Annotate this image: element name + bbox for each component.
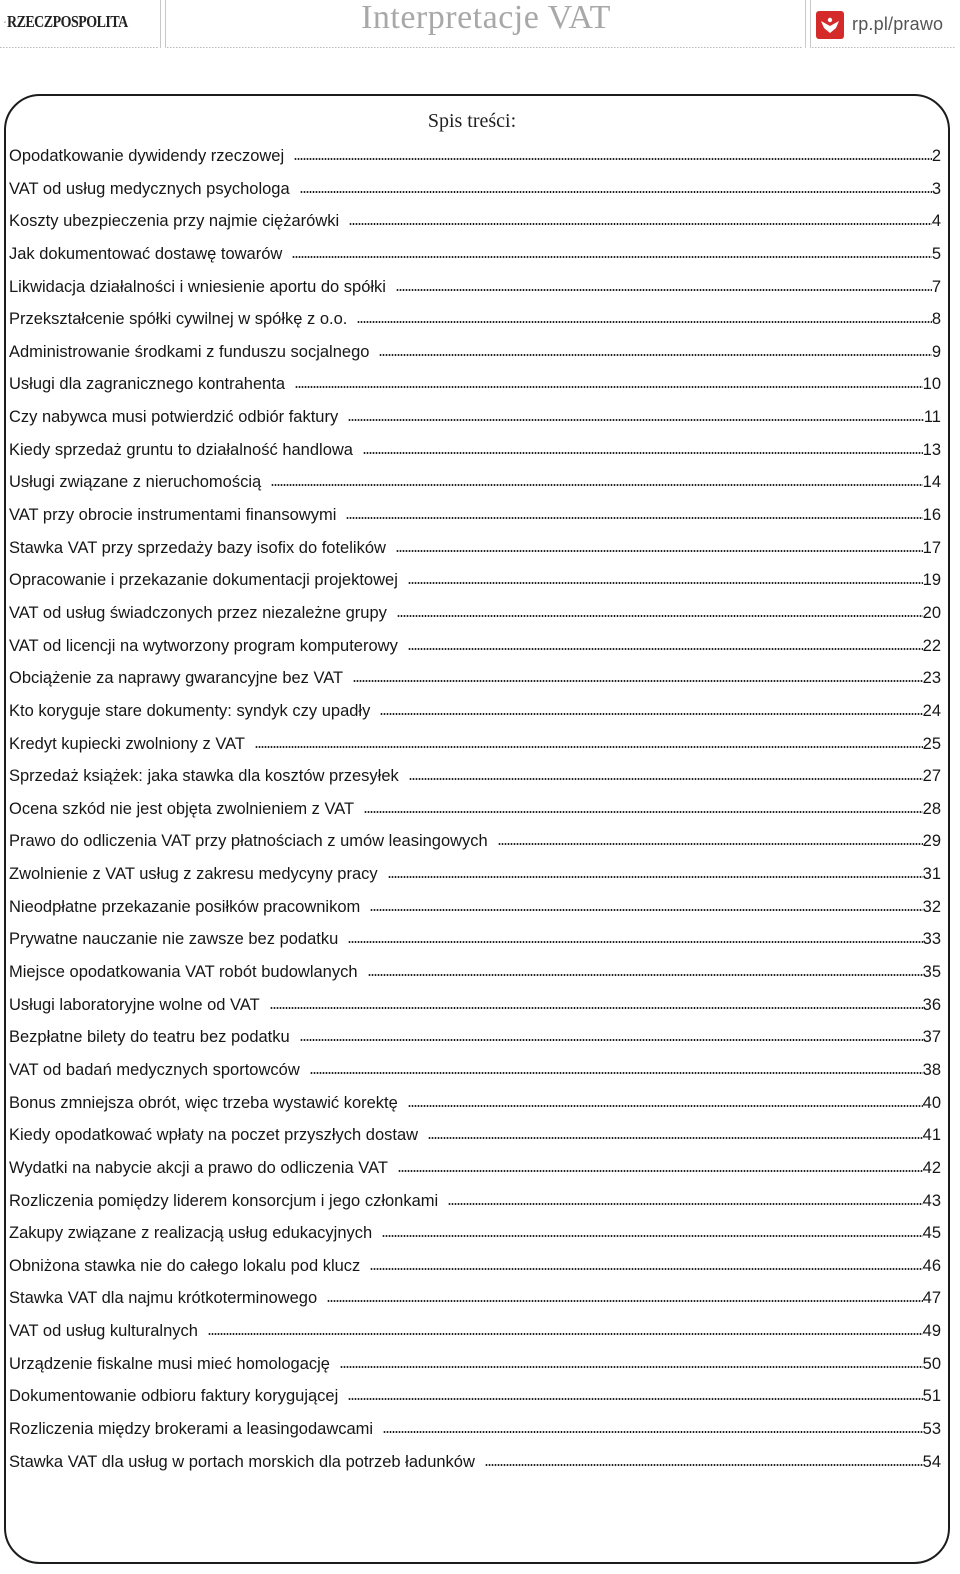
toc-entry[interactable] bbox=[9, 728, 941, 761]
toc-dot-leader bbox=[397, 615, 923, 617]
toc-entry-title: VAT od usług kulturalnych bbox=[9, 1322, 198, 1341]
toc-entry-page-number: 35 bbox=[922, 963, 941, 982]
table-of-contents bbox=[9, 140, 941, 1478]
toc-entry-title: Kiedy sprzedaż gruntu to działalność handlowa bbox=[9, 440, 353, 459]
toc-entry[interactable] bbox=[9, 760, 941, 793]
toc-entry-page-number: 14 bbox=[922, 473, 941, 492]
toc-dot-leader bbox=[370, 1268, 922, 1270]
toc-entry-title: VAT od licencji na wytworzony program komputerowy bbox=[9, 636, 398, 655]
toc-entry[interactable] bbox=[9, 466, 941, 499]
toc-dot-leader bbox=[396, 289, 932, 291]
header-rule bbox=[812, 47, 955, 48]
rp-prawo-link[interactable]: rp.pl/prawo bbox=[852, 14, 944, 34]
toc-entry-page-number: 36 bbox=[922, 995, 941, 1014]
toc-entry-page-number: 25 bbox=[922, 734, 941, 753]
toc-entry-page-number: 10 bbox=[922, 375, 941, 394]
toc-dot-leader bbox=[383, 1431, 923, 1433]
toc-entry-page-number: 13 bbox=[922, 440, 941, 459]
header-divider bbox=[810, 0, 811, 48]
toc-dot-leader bbox=[295, 386, 923, 388]
toc-dot-leader bbox=[388, 876, 923, 878]
header-rule bbox=[0, 47, 158, 48]
toc-entry-title: Czy nabywca musi potwierdzić odbiór faktury bbox=[9, 408, 339, 427]
toc-entry-title: Zwolnienie z VAT usług z zakresu medycyny pracy bbox=[9, 865, 378, 884]
toc-entry-title: Nieodpłatne przekazanie posiłków pracownikom bbox=[9, 897, 361, 916]
toc-dot-leader bbox=[270, 1007, 923, 1009]
toc-entry-title: VAT przy obrocie instrumentami finansowymi bbox=[9, 506, 337, 525]
toc-entry-title: Stawka VAT przy sprzedaży bazy isofix do fotelików bbox=[9, 538, 386, 557]
page-header bbox=[0, 0, 960, 50]
toc-entry-page-number: 43 bbox=[922, 1191, 941, 1210]
toc-entry-page-number: 19 bbox=[922, 571, 941, 590]
eagle-icon bbox=[4, 16, 6, 28]
toc-entry-title: Urządzenie fiskalne musi mieć homologację bbox=[9, 1354, 330, 1373]
toc-entry-page-number: 28 bbox=[922, 799, 941, 818]
toc-dot-leader bbox=[340, 1366, 923, 1368]
toc-entry-page-number: 3 bbox=[931, 179, 941, 198]
toc-entry[interactable] bbox=[9, 662, 941, 695]
toc-entry-page-number: 50 bbox=[922, 1354, 941, 1373]
toc-entry[interactable] bbox=[9, 238, 941, 271]
toc-dot-leader bbox=[300, 1039, 923, 1041]
toc-entry-page-number: 31 bbox=[922, 865, 941, 884]
toc-entry-title: Przekształcenie spółki cywilnej w spółkę z o.o. bbox=[9, 310, 348, 329]
toc-entry-title: VAT od usług świadczonych przez niezależne grupy bbox=[9, 603, 387, 622]
toc-entry-page-number: 38 bbox=[922, 1060, 941, 1079]
toc-dot-leader bbox=[448, 1203, 922, 1205]
toc-dot-leader bbox=[310, 1072, 923, 1074]
toc-entry[interactable] bbox=[9, 401, 941, 434]
toc-entry[interactable] bbox=[9, 368, 941, 401]
toc-entry-page-number: 40 bbox=[922, 1093, 941, 1112]
toc-entry-title: Rozliczenia między brokerami a leasingodawcami bbox=[9, 1419, 374, 1438]
toc-entry[interactable] bbox=[9, 499, 941, 532]
toc-entry-title: Koszty ubezpieczenia przy najmie ciężarówki bbox=[9, 212, 340, 231]
toc-entry-page-number: 27 bbox=[922, 767, 941, 786]
toc-dot-leader bbox=[364, 811, 923, 813]
toc-entry-title: Zakupy związane z realizacją usług edukacyjnych bbox=[9, 1224, 373, 1243]
toc-entry-title: Miejsce opodatkowania VAT robót budowlanych bbox=[9, 963, 358, 982]
toc-entry[interactable] bbox=[9, 1282, 941, 1315]
toc-entry[interactable] bbox=[9, 1380, 941, 1413]
toc-entry[interactable] bbox=[9, 1446, 941, 1479]
toc-dot-leader bbox=[380, 713, 922, 715]
toc-entry[interactable] bbox=[9, 1348, 941, 1381]
toc-entry-page-number: 24 bbox=[922, 701, 941, 720]
toc-entry-title: Kiedy opodatkować wpłaty na poczet przyszłych dostaw bbox=[9, 1126, 419, 1145]
toc-dot-leader bbox=[498, 843, 923, 845]
toc-dot-leader bbox=[485, 1464, 923, 1466]
toc-entry[interactable] bbox=[9, 564, 941, 597]
toc-dot-leader bbox=[327, 1300, 922, 1302]
toc-entry[interactable] bbox=[9, 271, 941, 304]
toc-entry-title: Usługi dla zagranicznego kontrahenta bbox=[9, 375, 286, 394]
logo-text: RZECZPOSPOLITA bbox=[6, 12, 128, 31]
toc-entry-title: Opracowanie i przekazanie dokumentacji projektowej bbox=[9, 571, 398, 590]
toc-entry-page-number: 20 bbox=[922, 603, 941, 622]
toc-entry-title: Kredyt kupiecki zwolniony z VAT bbox=[9, 734, 245, 753]
toc-entry-title: Sprzedaż książek: jaka stawka dla kosztów przesyłek bbox=[9, 767, 399, 786]
toc-entry[interactable] bbox=[9, 989, 941, 1022]
toc-entry[interactable] bbox=[9, 1315, 941, 1348]
toc-entry[interactable] bbox=[9, 858, 941, 891]
toc-dot-leader bbox=[408, 648, 923, 650]
toc-entry-title: Obniżona stawka nie do całego lokalu pod klucz bbox=[9, 1256, 361, 1275]
toc-dot-leader bbox=[379, 354, 931, 356]
toc-dot-leader bbox=[208, 1333, 923, 1335]
toc-entry-page-number: 17 bbox=[922, 538, 941, 557]
toc-dot-leader bbox=[408, 1105, 923, 1107]
toc-entry-title: Likwidacja działalności i wniesienie aportu do spółki bbox=[9, 277, 386, 296]
toc-entry-title: VAT od usług medycznych psychologa bbox=[9, 179, 290, 198]
toc-entry-title: Ocena szkód nie jest objęta zwolnieniem z VAT bbox=[9, 799, 355, 818]
toc-entry[interactable] bbox=[9, 1185, 941, 1218]
rp-eagle-icon bbox=[816, 11, 844, 39]
toc-entry-title: Prawo do odliczenia VAT przy płatnościach z umów leasingowych bbox=[9, 832, 488, 851]
toc-dot-leader bbox=[348, 1398, 922, 1400]
toc-entry[interactable] bbox=[9, 825, 941, 858]
toc-entry[interactable] bbox=[9, 1152, 941, 1185]
toc-entry-page-number: 42 bbox=[922, 1158, 941, 1177]
toc-entry-page-number: 32 bbox=[922, 897, 941, 916]
toc-dot-leader bbox=[346, 517, 922, 519]
toc-entry-page-number: 8 bbox=[931, 310, 941, 329]
toc-entry[interactable] bbox=[9, 1087, 941, 1120]
header-divider bbox=[165, 0, 166, 48]
toc-entry-title: Dokumentowanie odbioru faktury korygującej bbox=[9, 1387, 339, 1406]
toc-entry[interactable] bbox=[9, 1217, 941, 1250]
toc-entry-page-number: 29 bbox=[922, 832, 941, 851]
toc-dot-leader bbox=[294, 158, 932, 160]
header-rule bbox=[167, 47, 803, 48]
toc-entry-page-number: 4 bbox=[931, 212, 941, 231]
toc-dot-leader bbox=[292, 256, 932, 258]
toc-entry-page-number: 16 bbox=[922, 506, 941, 525]
toc-entry-page-number: 2 bbox=[931, 147, 941, 165]
toc-entry[interactable] bbox=[9, 1119, 941, 1152]
toc-dot-leader bbox=[363, 452, 923, 454]
toc-entry-page-number: 53 bbox=[922, 1419, 941, 1438]
toc-entry-title: Rozliczenia pomiędzy liderem konsorcjum i jego członkami bbox=[9, 1191, 439, 1210]
toc-entry-page-number: 45 bbox=[922, 1224, 941, 1243]
toc-dot-leader bbox=[408, 582, 923, 584]
toc-entry[interactable] bbox=[9, 140, 941, 173]
toc-entry-page-number: 54 bbox=[922, 1452, 941, 1471]
toc-dot-leader bbox=[300, 191, 932, 193]
toc-entry-page-number: 46 bbox=[922, 1256, 941, 1275]
toc-entry-title: Bezpłatne bilety do teatru bez podatku bbox=[9, 1028, 290, 1047]
toc-entry-title: Opodatkowanie dywidendy rzeczowej bbox=[9, 147, 285, 165]
toc-dot-leader bbox=[398, 1170, 923, 1172]
toc-heading: Spis treści: bbox=[427, 110, 517, 132]
toc-entry[interactable] bbox=[9, 532, 941, 565]
toc-entry[interactable] bbox=[9, 303, 941, 336]
toc-entry-title: Obciążenie za naprawy gwarancyjne bez VAT bbox=[9, 669, 344, 688]
toc-dot-leader bbox=[396, 550, 923, 552]
toc-entry[interactable] bbox=[9, 336, 941, 369]
toc-entry-title: Stawka VAT dla usług w portach morskich dla potrzeb ładunków bbox=[9, 1452, 475, 1471]
toc-entry-page-number: 49 bbox=[922, 1322, 941, 1341]
toc-entry[interactable] bbox=[9, 1250, 941, 1283]
toc-dot-leader bbox=[353, 680, 922, 682]
toc-dot-leader bbox=[368, 974, 923, 976]
toc-dot-leader bbox=[428, 1137, 923, 1139]
toc-entry-page-number: 37 bbox=[922, 1028, 941, 1047]
toc-entry[interactable] bbox=[9, 793, 941, 826]
toc-entry[interactable] bbox=[9, 923, 941, 956]
toc-entry-title: Bonus zmniejsza obrót, więc trzeba wystawić korektę bbox=[9, 1093, 398, 1112]
toc-dot-leader bbox=[271, 484, 922, 486]
toc-dot-leader bbox=[370, 909, 922, 911]
toc-entry-page-number: 9 bbox=[931, 342, 941, 361]
toc-entry[interactable] bbox=[9, 956, 941, 989]
toc-dot-leader bbox=[409, 778, 923, 780]
toc-entry-page-number: 23 bbox=[922, 669, 941, 688]
header-divider bbox=[805, 0, 806, 48]
toc-entry-title: Prywatne nauczanie nie zawsze bez podatku bbox=[9, 930, 339, 949]
publication-title: Interpretacje VAT bbox=[361, 0, 611, 36]
toc-entry-page-number: 11 bbox=[923, 408, 941, 427]
toc-entry-title: Wydatki na nabycie akcji a prawo do odliczenia VAT bbox=[9, 1158, 388, 1177]
toc-entry-page-number: 7 bbox=[931, 277, 941, 296]
toc-dot-leader bbox=[348, 941, 922, 943]
toc-entry[interactable] bbox=[9, 173, 941, 206]
toc-entry-page-number: 33 bbox=[922, 930, 941, 949]
toc-entry[interactable] bbox=[9, 891, 941, 924]
toc-entry-title: Usługi laboratoryjne wolne od VAT bbox=[9, 995, 260, 1014]
toc-entry[interactable] bbox=[9, 205, 941, 238]
toc-entry-page-number: 5 bbox=[931, 244, 941, 263]
toc-entry-title: Stawka VAT dla najmu krótkoterminowego bbox=[9, 1289, 318, 1308]
toc-entry-page-number: 41 bbox=[922, 1126, 941, 1145]
toc-entry[interactable] bbox=[9, 630, 941, 663]
toc-entry[interactable] bbox=[9, 434, 941, 467]
toc-entry-title: Kto koryguje stare dokumenty: syndyk czy upadły bbox=[9, 701, 371, 720]
header-divider bbox=[160, 0, 161, 48]
toc-entry-title: Usługi związane z nieruchomością bbox=[9, 473, 262, 492]
rzeczpospolita-logo[interactable] bbox=[4, 8, 154, 36]
toc-entry[interactable] bbox=[9, 1021, 941, 1054]
toc-entry[interactable] bbox=[9, 695, 941, 728]
toc-dot-leader bbox=[357, 321, 931, 323]
toc-dot-leader bbox=[382, 1235, 922, 1237]
toc-entry-title: VAT od badań medycznych sportowców bbox=[9, 1060, 300, 1079]
toc-entry-title: Administrowanie środkami z funduszu socjalnego bbox=[9, 342, 370, 361]
toc-entry[interactable] bbox=[9, 597, 941, 630]
toc-entry-page-number: 51 bbox=[922, 1387, 941, 1406]
toc-entry[interactable] bbox=[9, 1054, 941, 1087]
toc-dot-leader bbox=[349, 223, 932, 225]
toc-entry[interactable] bbox=[9, 1413, 941, 1446]
toc-entry-title: Jak dokumentować dostawę towarów bbox=[9, 244, 283, 263]
toc-entry-page-number: 22 bbox=[922, 636, 941, 655]
toc-entry-page-number: 47 bbox=[922, 1289, 941, 1308]
toc-dot-leader bbox=[348, 419, 924, 421]
toc-dot-leader bbox=[255, 746, 923, 748]
